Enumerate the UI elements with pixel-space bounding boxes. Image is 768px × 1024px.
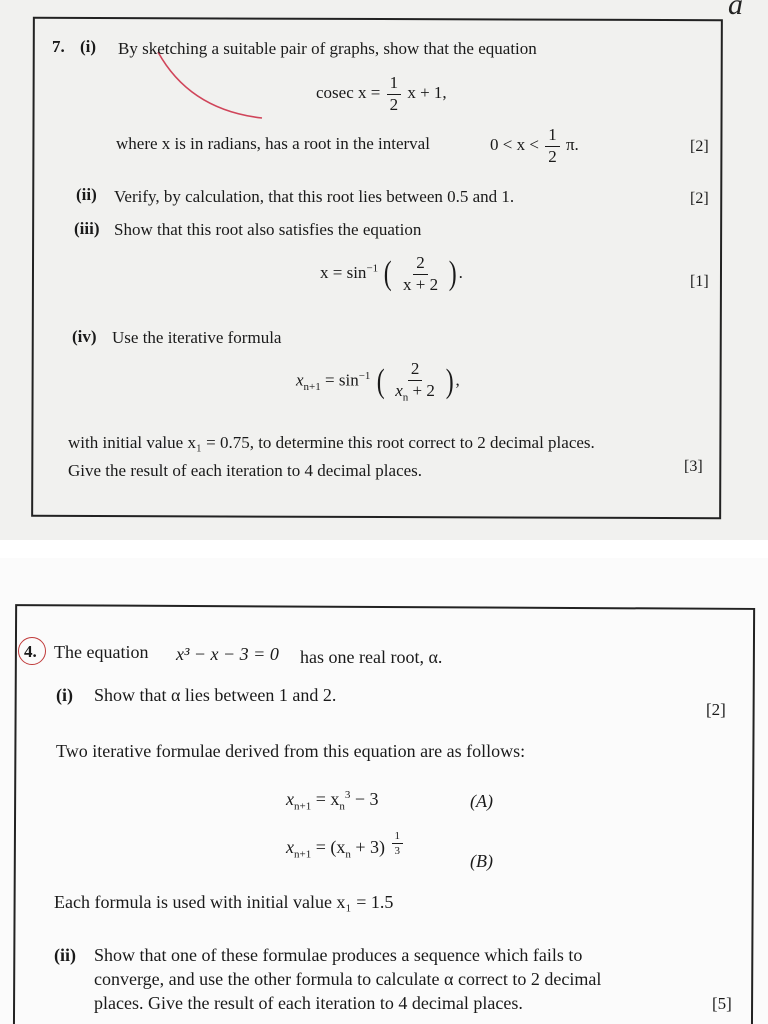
q4-intro-equation: x³ − x − 3 = 0 [176, 644, 279, 664]
q7-i-eq-rhs: x + 1, [407, 83, 447, 103]
q4-formula-a [286, 790, 379, 813]
q7-iii-eq-num: 2 [413, 254, 428, 275]
q4-fa-rhs: = x [315, 789, 340, 809]
q7-iii-eq-sup: −1 [366, 262, 379, 275]
q7-iii-eq-den: x + 2 [402, 274, 439, 294]
q4-fa-lhs-sub: n+1 [294, 800, 312, 813]
q7-i-label: (i) [80, 37, 97, 56]
q7-i-interval-den: 2 [548, 146, 557, 166]
q7-iv-eq-den-rest: + 2 [412, 380, 435, 400]
q4-ii-marks: [5] [712, 994, 732, 1013]
q7-iii-eq-end: . [458, 263, 463, 283]
q7-iv-eq-den-sub: n [402, 391, 409, 404]
q4-fa-rhs-end: − 3 [354, 789, 379, 809]
q4-number: 4. [24, 642, 37, 661]
q7-iv-eq-end: , [455, 370, 460, 390]
q7-iv-label: (iv) [72, 327, 97, 346]
q7-i-interval-rhs: π. [565, 135, 579, 155]
q4-fa-lhs: x [286, 789, 294, 809]
q7-iv-eq-lhs-sub: n+1 [303, 380, 321, 393]
q7-i-interval-num: 1 [545, 126, 560, 147]
q7-iv-eq-lhs: x [296, 370, 304, 390]
q4-formula-a-tag: (A) [470, 791, 493, 811]
q7-iii-text: Show that this root also satisfies the equation [114, 220, 422, 239]
page-gap [0, 540, 768, 558]
q4-intro-a: The equation [54, 642, 149, 662]
q7-iii-open-paren: ( [384, 255, 393, 293]
q7-i-interval-fraction [545, 126, 560, 166]
q4-ii-line2: converge, and use the other formula to calculate α correct to 2 decimal [94, 969, 602, 989]
q4-intro-b: has one real root, α. [300, 647, 443, 667]
corner-handwritten-mark: a [728, 0, 743, 21]
q4-fb-lhs-sub: n+1 [294, 848, 312, 861]
q7-iv-eq-den-x: x [395, 380, 403, 400]
q4-fb-pow-num: 1 [392, 830, 404, 844]
q4-fb-rhs-sub: n [345, 848, 351, 861]
q7-i-interval-lhs: 0 < x < [490, 135, 539, 155]
q7-iv-marks: [3] [684, 458, 703, 475]
q4-formula-b-tag: (B) [470, 851, 493, 871]
q4-fb-power [392, 830, 404, 857]
q7-iii-label: (iii) [74, 219, 100, 238]
q4-fb-rhs-end: + 3) [355, 837, 386, 857]
q7-i-eq-fraction [387, 74, 402, 114]
q4-fa-rhs-sub: n [339, 800, 345, 813]
q7-iii-close-paren: ) [449, 255, 457, 293]
q4-ii-line3: places. Give the result of each iteration to 4 decimal places. [94, 993, 523, 1013]
q7-iv-eq-sup: −1 [358, 369, 371, 382]
q7-ii-text: Verify, by calculation, that this root lies between 0.5 and 1. [114, 187, 515, 206]
q4-i-marks: [2] [706, 700, 726, 719]
q4-fb-lhs: x [286, 837, 294, 857]
q7-iii-equation [320, 254, 463, 294]
q7-iv-text: Use the iterative formula [112, 328, 282, 347]
q7-iv-eq-mid: = sin [325, 370, 359, 390]
q7-iv-line1: with initial value x₁ = 0.75, to determine this root correct to 2 decimal places. [68, 433, 595, 452]
q4-ii-label: (ii) [54, 945, 76, 965]
q4-ii-line1: Show that one of these formulae produces a sequence which fails to [94, 945, 583, 965]
q7-iv-equation [296, 360, 460, 403]
q4-formula-b [286, 830, 405, 861]
q7-i-equation [316, 74, 447, 114]
q4-i-label: (i) [56, 685, 73, 705]
q7-i-eq-frac-den: 2 [389, 94, 399, 114]
q7-i-eq-frac-num: 1 [387, 74, 402, 95]
q7-i-interval [490, 126, 579, 166]
q7-i-line2: where x is in radians, has a root in the interval [116, 134, 430, 153]
q4-fb-rhs: = (x [315, 837, 346, 857]
q7-i-eq-lhs: cosec x = [316, 83, 381, 103]
q7-iv-open-paren: ( [376, 362, 385, 400]
q7-i-text: By sketching a suitable pair of graphs, show that the equation [118, 39, 537, 58]
q7-ii-label: (ii) [76, 185, 97, 204]
q7-iv-line2: Give the result of each iteration to 4 decimal places. [68, 461, 423, 480]
q4-fb-pow-den: 3 [394, 845, 401, 858]
q7-ii-marks: [2] [690, 190, 709, 207]
q7-iii-eq-fraction [400, 254, 441, 294]
q7-iv-eq-den [392, 381, 438, 403]
q7-iii-marks: [1] [690, 273, 709, 290]
q7-iv-close-paren: ) [445, 362, 454, 400]
q4-formulae-intro: Two iterative formulae derived from this equation are as follows: [56, 741, 526, 761]
q4-initial: Each formula is used with initial value x₁ = 1.5 [54, 892, 394, 912]
q7-number: 7. [52, 37, 65, 56]
q4-fa-rhs-sup: 3 [344, 789, 351, 801]
q7-i-marks: [2] [690, 138, 709, 155]
q7-iv-eq-num: 2 [408, 360, 423, 381]
q4-i-text: Show that α lies between 1 and 2. [94, 685, 337, 705]
q7-iii-eq-lhs: x = sin [320, 263, 367, 283]
q7-iv-eq-fraction [392, 360, 438, 403]
